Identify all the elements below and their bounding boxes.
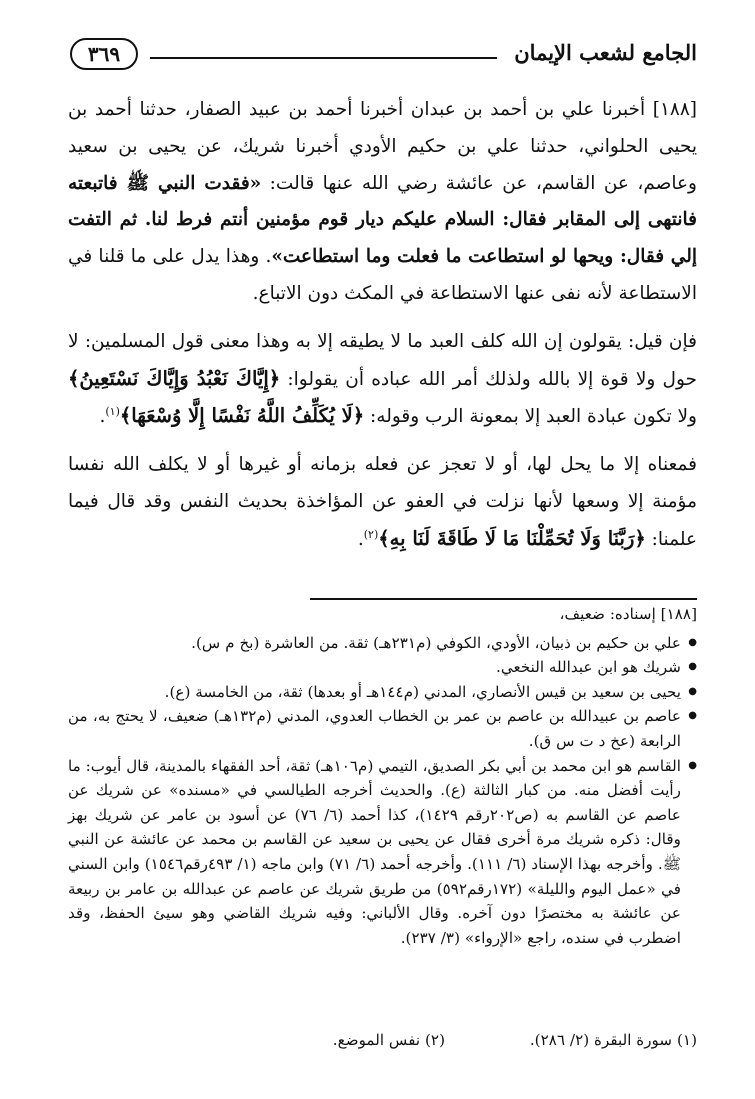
hadith-isnad: [١٨٨] أخبرنا علي بن أحمد بن عبدان أخبرنا أحمد بن عبيد الصفار، حدثنا أحمد بن يحيى الحلواني، حدثنا علي بن حكيم الأودي أخبرنا شريك، عن يحيى بن سعيد وعاصم، عن القاسم، عن عائشة رضي الله عنها قالت: [68, 99, 697, 194]
narrator-list [68, 631, 697, 951]
note-heading: [١٨٨] إسناده: ضعيف، [559, 605, 697, 623]
paragraph-answer [68, 447, 697, 558]
quran-verse-dua: ﴿رَبَّنَا وَلَا تُحَمِّلْنَا مَا لَا طَاقَةَ لَنَا بِهِ﴾ [378, 526, 646, 550]
header-rule [150, 57, 497, 59]
objection-end: . [99, 406, 106, 428]
objection-text: فإن قيل: يقولون إن الله كلف العبد ما لا يطيقه إلا به وهذا معنى قول المسلمين: لا حول ولا قوة إلا بالله ولذلك أمر الله عباده أن يقولوا: [68, 330, 697, 390]
footnote-1: (١) سورة البقرة (٢/ ٢٨٦). [529, 1031, 697, 1049]
list-item: ● القاسم هو ابن محمد بن أبي بكر الصديق، التيمي (م١٠٦هـ) ثقة، أحد الفقهاء بالمدينة، قال أيوب: ما رأيت أفضل منه. من كبار الثالثة (ع). والحديث أخرجه الطيالسي في «مسنده» عن شريك عن عاصم عن القاسم به (ص٢٠٢رقم ١٤٢٩)، كذا أحمد (٦/ ٧٦) عن أسود بن عامر عن شريك بهز وقال: ذكره شريك مرة أخرى فقال عن يحيى بن سعيد عن القاسم بن محمد عن عائشة عن النبي ﷺ. وأخرجه بهذا الإسناد (٦/ ١١١). وأخرجه أحمد (٦/ ٧١) وابن ماجه (١/ ٤٩٣رقم١٥٤٦) وابن السني في «عمل اليوم والليلة» (١٧٢رقم٥٩٢) من طريق شريك عن عاصم عن عبدالله بن عامر بن ربيعة عن عائشة به مختصرًا دون آخره. وقال الألباني: وفيه شريك القاضي وهو سيئ الحفظ، وقد اضطرب في سنده، راجع «الإرواء» (٣/ ٢٣٧). [68, 754, 697, 951]
list-item: ● يحيى بن سعيد بن قيس الأنصاري، المدني (م١٤٤هـ أو بعدها) ثقة، من الخامسة (ع). [68, 680, 697, 705]
footnote-ref-1: (١) [105, 405, 120, 419]
list-item: ● عاصم بن عبيدالله بن عاصم بن عمر بن الخطاب العدوي، المدني (م١٣٢هـ) ضعيف، لا يحتج به، من الرابعة (عخ د ت س ق). [68, 704, 697, 753]
quran-verse-baqara: ﴿لَا يُكَلِّفُ اللَّهُ نَفْسًا إِلَّا وُسْعَهَا﴾ [119, 404, 365, 428]
footnotes [68, 1028, 697, 1052]
answer-text: فمعناه إلا ما يحل لها، أو لا تعجز عن فعله بزمانه أو غيرها أو لا يكلف الله نفسا مؤمنة إلا وسعها لأنها نزلت في العفو عن المؤاخذة بحديث النفس وقد قال فيما علمنا: [68, 454, 697, 550]
running-title: الجامع لشعب الإيمان [514, 40, 697, 65]
page-number: ٣٦٩ [70, 38, 138, 70]
answer-end: . [357, 528, 364, 550]
paragraph-objection [68, 324, 697, 436]
paragraph-hadith [68, 92, 697, 313]
main-text [68, 92, 697, 559]
hadith-text: «فقدت النبي ﷺ فاتبعته فانتهى إلى المقابر فقال: السلام عليكم ديار قوم مؤمنين أنتم فرط لنا. ثم التفت إلي فقال: ويحها لو استطاعت ما فعلت وما استطاعت» [68, 172, 697, 268]
list-item: ● شريك هو ابن عبدالله النخعي. [68, 655, 697, 680]
notes-divider [310, 598, 697, 600]
quran-verse-fatiha: ﴿إِيَّاكَ نَعْبُدُ وَإِيَّاكَ نَسْتَعِينُ﴾ [68, 366, 281, 390]
objection-text-2: ولا تكون عبادة العبد إلا بمعونة الرب وقوله: [364, 406, 697, 428]
list-item: ● علي بن حكيم بن ذبيان، الأودي، الكوفي (م٢٣١هـ) ثقة. من العاشرة (بخ م س). [68, 631, 697, 656]
commentary-notes [68, 602, 697, 950]
page-header [70, 38, 697, 74]
footnote-ref-2: (٢) [363, 527, 379, 541]
hadith-comment: . وهذا يدل على ما قلنا في الاستطاعة لأنه نفى عنها الاستطاعة في المكث دون الاتباع. [68, 246, 697, 304]
footnote-2: (٢) نفس الموضع. [332, 1031, 446, 1049]
